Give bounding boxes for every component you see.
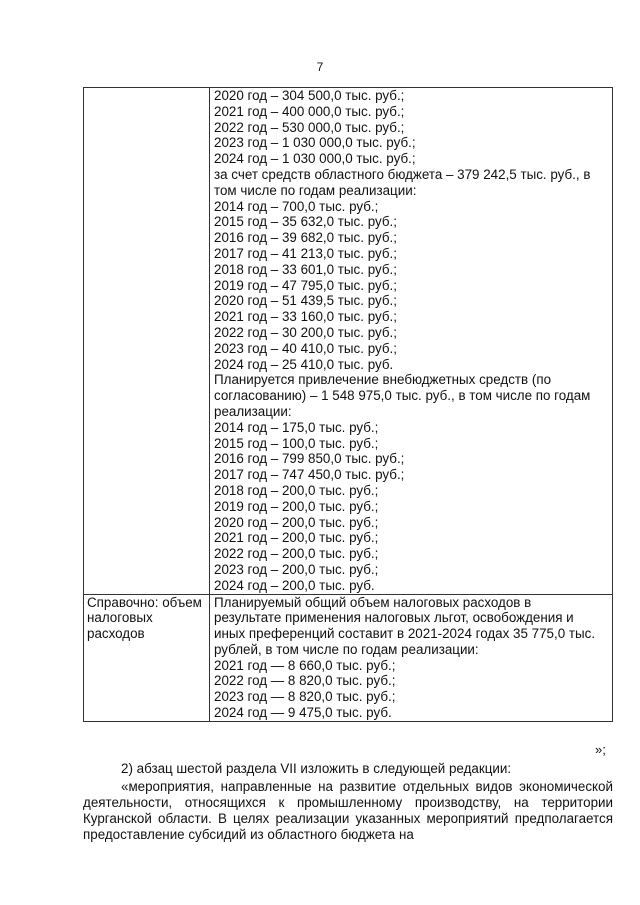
closing-quote: »; — [595, 742, 606, 757]
text-line: Справочно: объем — [87, 594, 202, 610]
text-line: 2021 год – 33 160,0 тыс. руб.; — [214, 309, 397, 325]
text-line: 2021 год – 400 000,0 тыс. руб.; — [214, 103, 405, 119]
text-line: 2021 год – 200,0 тыс. руб.; — [214, 530, 379, 546]
text-line: 2018 год – 33 601,0 тыс. руб.; — [214, 261, 397, 277]
text-line: 2019 год – 200,0 тыс. руб.; — [214, 498, 379, 514]
text-line: 2015 год – 35 632,0 тыс. руб.; — [214, 214, 397, 230]
text-line: 2021 год — 8 660,0 тыс. руб.; — [214, 657, 396, 673]
text-line: реализации: — [214, 403, 292, 419]
tax-expenses-label-cell — [84, 594, 210, 721]
text-line: 2015 год – 100,0 тыс. руб.; — [214, 435, 379, 451]
passport-table — [83, 87, 613, 722]
text-line: 2020 год – 200,0 тыс. руб.; — [214, 514, 379, 530]
page-number: 7 — [316, 60, 324, 74]
text-line: расходов — [87, 626, 145, 642]
text-line: рублей, в том числе по годам реализации: — [214, 641, 479, 657]
quoted-text-paragraph: «мероприятия, направленные на развитие отдельных видов экономической деятельности, относящихся к промышленному производству, на территории Курганской области. В целях реализации указанных мероприятий предполагается предоставление субсидий из областного бюджета на — [83, 779, 613, 842]
text-line: том числе по годам реализации: — [214, 182, 417, 198]
text-line: налоговых — [87, 610, 153, 626]
financing-content-cell — [210, 88, 613, 595]
text-line: 2016 год – 799 850,0 тыс. руб.; — [214, 451, 405, 467]
text-line: 2024 год – 25 410,0 тыс. руб. — [214, 356, 394, 372]
text-line: 2020 год – 51 439,5 тыс. руб.; — [214, 293, 397, 309]
text-line: 2019 год – 47 795,0 тыс. руб.; — [214, 277, 397, 293]
text-line: 2022 год – 200,0 тыс. руб.; — [214, 546, 379, 562]
text-line: 2023 год – 1 030 000,0 тыс. руб.; — [214, 135, 416, 151]
text-line: 2022 год — 8 820,0 тыс. руб.; — [214, 673, 396, 689]
text-line: 2022 год – 30 200,0 тыс. руб.; — [214, 324, 397, 340]
text-line: 2022 год – 530 000,0 тыс. руб.; — [214, 119, 405, 135]
text-line: 2017 год – 747 450,0 тыс. руб.; — [214, 467, 405, 483]
text-line: иных преференций составит в 2021-2024 годах 35 775,0 тыс. — [214, 626, 596, 642]
amendment-paragraph: 2) абзац шестой раздела VII изложить в следующей редакции: — [121, 761, 512, 776]
table-row — [84, 594, 613, 721]
text-line: 2023 год – 40 410,0 тыс. руб.; — [214, 340, 397, 356]
text-line: 2014 год – 700,0 тыс. руб.; — [214, 198, 379, 214]
text-line: согласованию) – 1 548 975,0 тыс. руб., в том числе по годам — [214, 388, 591, 404]
text-line: 2024 год – 1 030 000,0 тыс. руб.; — [214, 151, 416, 167]
text-line: 2016 год – 39 682,0 тыс. руб.; — [214, 230, 397, 246]
text-line: 2023 год – 200,0 тыс. руб.; — [214, 561, 379, 577]
tax-expenses-content-cell — [210, 594, 613, 721]
text-line: 2024 год – 200,0 тыс. руб. — [214, 577, 375, 593]
table-row — [84, 88, 613, 595]
text-line: 2018 год – 200,0 тыс. руб.; — [214, 482, 379, 498]
text-line: за счет средств областного бюджета – 379 242,5 тыс. руб., в — [214, 166, 591, 182]
text-line: 2023 год — 8 820,0 тыс. руб.; — [214, 689, 396, 705]
text-line: 2024 год — 9 475,0 тыс. руб. — [214, 705, 392, 721]
row-label-cell — [84, 88, 210, 595]
text-line: Планируемый общий объем налоговых расходов в — [214, 594, 532, 610]
text-line: Планируется привлечение внебюджетных средств (по — [214, 372, 552, 388]
text-line: результате применения налоговых льгот, освобождения и — [214, 610, 574, 626]
text-line: 2014 год – 175,0 тыс. руб.; — [214, 419, 379, 435]
text-line: 2017 год – 41 213,0 тыс. руб.; — [214, 245, 397, 261]
text-line: 2020 год – 304 500,0 тыс. руб.; — [214, 88, 405, 103]
